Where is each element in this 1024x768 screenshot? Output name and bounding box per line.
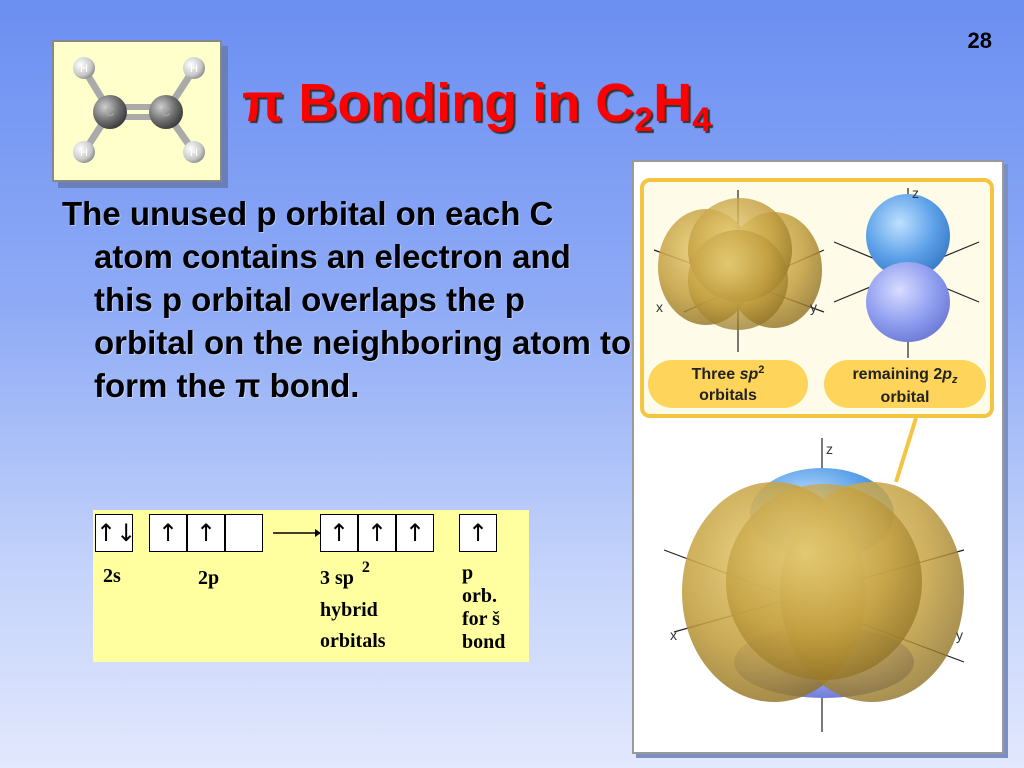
label-sp2-sup: 2 [361, 559, 370, 576]
label-three-sp2: Three $sp^2$ [691, 364, 765, 383]
orbital-box-2p [225, 514, 263, 552]
label-hybrid: hybrid [320, 599, 378, 621]
combined-orbitals-graphic [664, 438, 964, 732]
title-subscript-c: 2 [634, 101, 654, 139]
atom-label: H [80, 147, 88, 159]
axis-z-label: z [826, 441, 833, 457]
orbital-illustration [632, 160, 1004, 754]
slide-number: 28 [967, 28, 992, 53]
molecule-svg [54, 42, 220, 180]
orbital-box-2p: ↑ [187, 514, 225, 552]
title-subscript-h: 4 [692, 101, 712, 139]
axis-z-label: z [912, 185, 919, 201]
axis-y-label: y [810, 299, 817, 315]
label-2p: 2p [198, 567, 220, 589]
ethylene-molecule-image [52, 40, 222, 182]
label-orbitals: orbitals [320, 630, 386, 652]
body-paragraph: The unused p orbital on each C atom contains an electron and this p orbital overlaps the p orbital on the neighboring atom to form the π bond. [62, 195, 632, 404]
title-h: H [653, 73, 693, 133]
orbital-box-2s: ↑↓ [95, 514, 133, 552]
atom-label: H [80, 63, 88, 75]
orbital-box-sp2: ↑ [358, 514, 396, 552]
label-orb: orb. [462, 585, 497, 607]
arrow-connector [271, 520, 321, 544]
label-p-orbital [462, 562, 505, 654]
orbital-box-sp2: ↑ [320, 514, 358, 552]
label-for: for š [462, 608, 500, 630]
connector-line [896, 418, 916, 482]
orbital-figure-svg [634, 162, 1002, 752]
atom-label: H [190, 63, 198, 75]
label-orbital-right: orbital [880, 389, 930, 406]
label-sp2 [320, 559, 370, 596]
label-bond: bond [462, 631, 506, 653]
label-orbitals-left: orbitals [699, 387, 757, 404]
label-2s: 2s [103, 565, 121, 587]
title-main: π Bonding in C [242, 73, 635, 133]
orbital-box-sp2: ↑ [396, 514, 434, 552]
atom-label: H [190, 147, 198, 159]
atom-label: C [105, 105, 115, 119]
label-p: p [462, 562, 474, 584]
orbital-box-p: ↑ [459, 514, 497, 552]
orbital-box-2p: ↑ [149, 514, 187, 552]
slide-title [242, 72, 711, 140]
axis-x-label: x [656, 299, 663, 315]
label-sp2-text: 3 sp [320, 567, 354, 589]
atom-label: C [161, 105, 171, 119]
axis-x-label: x [670, 627, 677, 643]
label-remaining-2pz: remaining $2p_z$ [852, 366, 958, 386]
orbital-box-diagram [93, 510, 529, 662]
axis-y-label: y [956, 627, 963, 643]
